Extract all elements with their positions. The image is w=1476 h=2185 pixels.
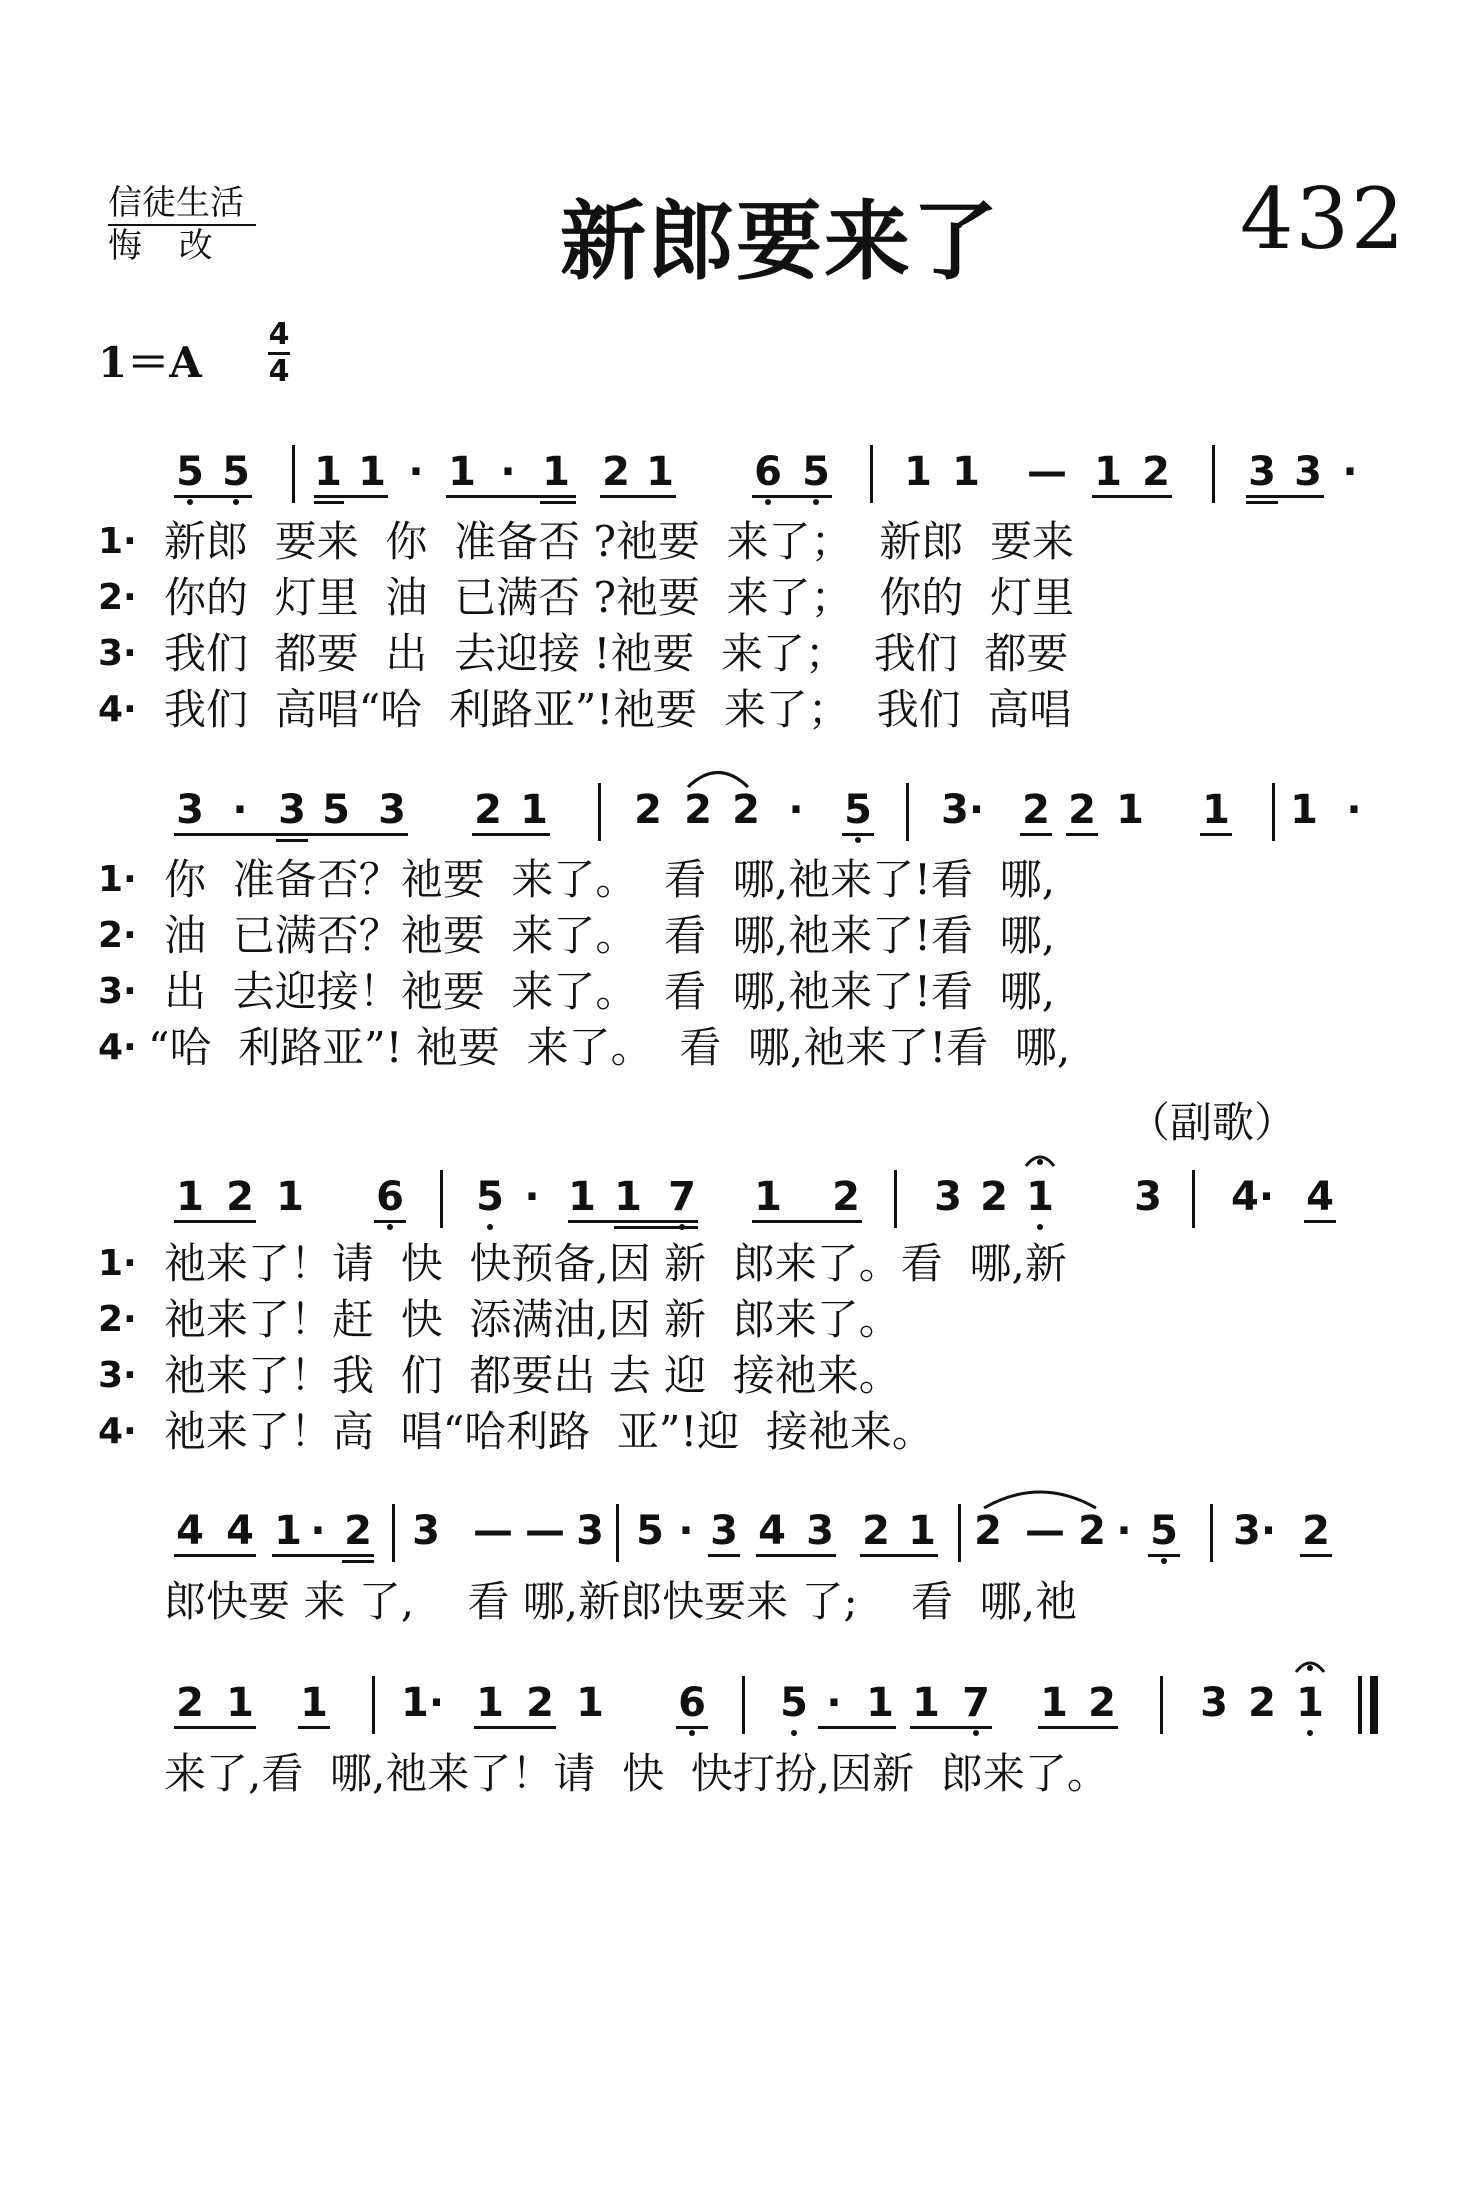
note: 5: [476, 1174, 504, 1220]
note: 4: [176, 1508, 204, 1554]
note: 5: [802, 449, 830, 495]
verse-number: 3·: [98, 1355, 137, 1396]
note: 1: [300, 1680, 328, 1726]
note: 1: [866, 1680, 894, 1726]
note: 3: [710, 1508, 738, 1554]
note: 2: [1302, 1508, 1330, 1554]
note: 1: [1040, 1680, 1068, 1726]
note: 2: [832, 1174, 860, 1220]
lyric-text: 来了,看 哪,祂来了！请 快 快打扮,因新 郎来了。: [164, 1749, 1109, 1798]
note: ·: [500, 449, 516, 495]
note: 3·: [941, 787, 985, 833]
note: 1: [912, 1680, 940, 1726]
note: 6: [678, 1680, 706, 1726]
verse-number: 2·: [98, 915, 137, 956]
note: 2: [732, 787, 760, 833]
note: 3: [1200, 1680, 1228, 1726]
lyric-text: 祂来了！高 唱“哈利路 亚”!迎 接祂来。: [164, 1407, 934, 1456]
note: 5: [322, 787, 350, 833]
note: 3: [412, 1508, 440, 1554]
note: 2: [226, 1174, 254, 1220]
note: 2: [1078, 1508, 1106, 1554]
note: —: [525, 1508, 565, 1554]
verse-number: 3·: [98, 633, 137, 674]
note: 1: [1290, 787, 1318, 833]
note: 5: [636, 1508, 664, 1554]
note: 6: [754, 449, 782, 495]
lyric-text: 祂来了！请 快 快预备,因 新 郎来了。看 哪,新: [164, 1239, 1067, 1288]
lyric-text: 新郎 要来 你 准备否 ?祂要 来了； 新郎 要来: [164, 517, 1075, 566]
note: 1·: [401, 1680, 445, 1726]
note: 1: [614, 1174, 642, 1220]
note: 3·: [1233, 1508, 1277, 1554]
credit-category: 悔 改: [108, 226, 213, 266]
note: 4: [1306, 1174, 1334, 1220]
note: 1: [1202, 787, 1230, 833]
note: 3: [1248, 449, 1276, 495]
note: 1: [1296, 1680, 1324, 1726]
note: 2: [474, 787, 502, 833]
lyric-text: 郎快要 来 了, 看 哪,新郎快要来 了; 看 哪,祂: [164, 1577, 1078, 1626]
time-signature-top: 4: [268, 317, 290, 352]
note: 3: [176, 787, 204, 833]
note: ·: [1346, 787, 1362, 833]
note: ·: [1116, 1508, 1132, 1554]
fermata-dot: [1037, 1159, 1043, 1165]
lyric-text: 我们 高唱“哈 利路亚”!祂要 来了； 我们 高唱: [164, 685, 1072, 734]
verse-number: 4·: [98, 1027, 137, 1068]
note: 5: [176, 449, 204, 495]
note: 2: [176, 1680, 204, 1726]
lyric-text: 你的 灯里 油 已满否 ?祂要 来了； 你的 灯里: [164, 573, 1075, 622]
note: 2: [1142, 449, 1170, 495]
note: 1: [1116, 787, 1144, 833]
note: 3: [1294, 449, 1322, 495]
lyric-text: 祂来了！赶 快 添满油,因 新 郎来了。: [164, 1295, 901, 1344]
note: 1: [314, 449, 342, 495]
note: 1: [754, 1174, 782, 1220]
note: 5: [780, 1680, 808, 1726]
note: 3: [934, 1174, 962, 1220]
note: 1: [1094, 449, 1122, 495]
note: 2: [1088, 1680, 1116, 1726]
note: 1: [646, 449, 674, 495]
note: —: [1025, 1508, 1065, 1554]
verse-number: 1·: [98, 859, 137, 900]
tie-mark: [688, 773, 748, 788]
note: 6: [376, 1174, 404, 1220]
note: 2: [526, 1680, 554, 1726]
note: 3: [378, 787, 406, 833]
note: 1: [358, 449, 386, 495]
tie-mark: [984, 1492, 1096, 1508]
note: 1: [176, 1174, 204, 1220]
hymn-title: 新郎要来了: [560, 192, 1000, 292]
key-signature: 1＝A: [98, 338, 202, 387]
note: 3: [278, 787, 306, 833]
verse-number: 2·: [98, 1299, 137, 1340]
note: 2: [1248, 1680, 1276, 1726]
note: —: [1027, 449, 1067, 495]
note: 3: [806, 1508, 834, 1554]
note: 1: [476, 1680, 504, 1726]
note: 4: [758, 1508, 786, 1554]
time-signature-bottom: 4: [268, 354, 290, 389]
verse-number: 1·: [98, 521, 137, 562]
note: ·: [232, 787, 248, 833]
note: 1: [1026, 1174, 1054, 1220]
verse-number: 4·: [98, 1411, 137, 1452]
note: 5: [844, 787, 872, 833]
lyric-text: 出 去迎接！祂要 来了。 看 哪,祂来了!看 哪,: [164, 967, 1056, 1016]
credit-source: 信徒生活: [108, 183, 256, 226]
note: 1: [568, 1174, 596, 1220]
note: 1: [448, 449, 476, 495]
lyric-text: 油 已满否？祂要 来了。 看 哪,祂来了!看 哪,: [164, 911, 1056, 960]
note: 2: [1068, 787, 1096, 833]
note: 1: [520, 787, 548, 833]
note: 1: [952, 449, 980, 495]
note: 3: [1134, 1174, 1162, 1220]
note: 1: [274, 1508, 302, 1554]
note: ·: [678, 1508, 694, 1554]
note: —: [473, 1508, 513, 1554]
note: 2: [634, 787, 662, 833]
note: 2: [1022, 787, 1050, 833]
fermata-dot: [1307, 1665, 1313, 1671]
note: 1: [576, 1680, 604, 1726]
note: 7: [668, 1174, 696, 1220]
note: 3: [576, 1508, 604, 1554]
note: 2: [344, 1508, 372, 1554]
note: 5: [1150, 1508, 1178, 1554]
verse-number: 4·: [98, 689, 137, 730]
note: 2: [862, 1508, 890, 1554]
note: 1: [904, 449, 932, 495]
note: ·: [788, 787, 804, 833]
verse-number: 1·: [98, 1243, 137, 1284]
note: 5: [222, 449, 250, 495]
verse-number: 3·: [98, 971, 137, 1012]
note: 4·: [1231, 1174, 1275, 1220]
note: ·: [826, 1680, 842, 1726]
note: 2: [602, 449, 630, 495]
note: ·: [1342, 449, 1358, 495]
note: ·: [524, 1174, 540, 1220]
note: ·: [408, 449, 424, 495]
verse-number: 2·: [98, 577, 137, 618]
lyric-text: 祂来了！我 们 都要出 去 迎 接祂来。: [164, 1351, 901, 1400]
note: 1: [226, 1680, 254, 1726]
note: 2: [684, 787, 712, 833]
hymn-number: 432: [1240, 170, 1407, 268]
note: 2: [974, 1508, 1002, 1554]
chorus-label: （副歌）: [1128, 1098, 1297, 1147]
note: ·: [310, 1508, 326, 1554]
lyric-text: 你 准备否？祂要 来了。 看 哪,祂来了!看 哪,: [164, 855, 1056, 904]
note: 2: [980, 1174, 1008, 1220]
note: 1: [908, 1508, 936, 1554]
lyric-text: 我们 都要 出 去迎接 !祂要 来了； 我们 都要: [164, 629, 1069, 678]
note: 1: [542, 449, 570, 495]
note: 4: [226, 1508, 254, 1554]
note: 1: [276, 1174, 304, 1220]
note: 7: [962, 1680, 990, 1726]
lyric-text: “哈 利路亚”! 祂要 来了。 看 哪,祂来了!看 哪,: [148, 1023, 1071, 1072]
